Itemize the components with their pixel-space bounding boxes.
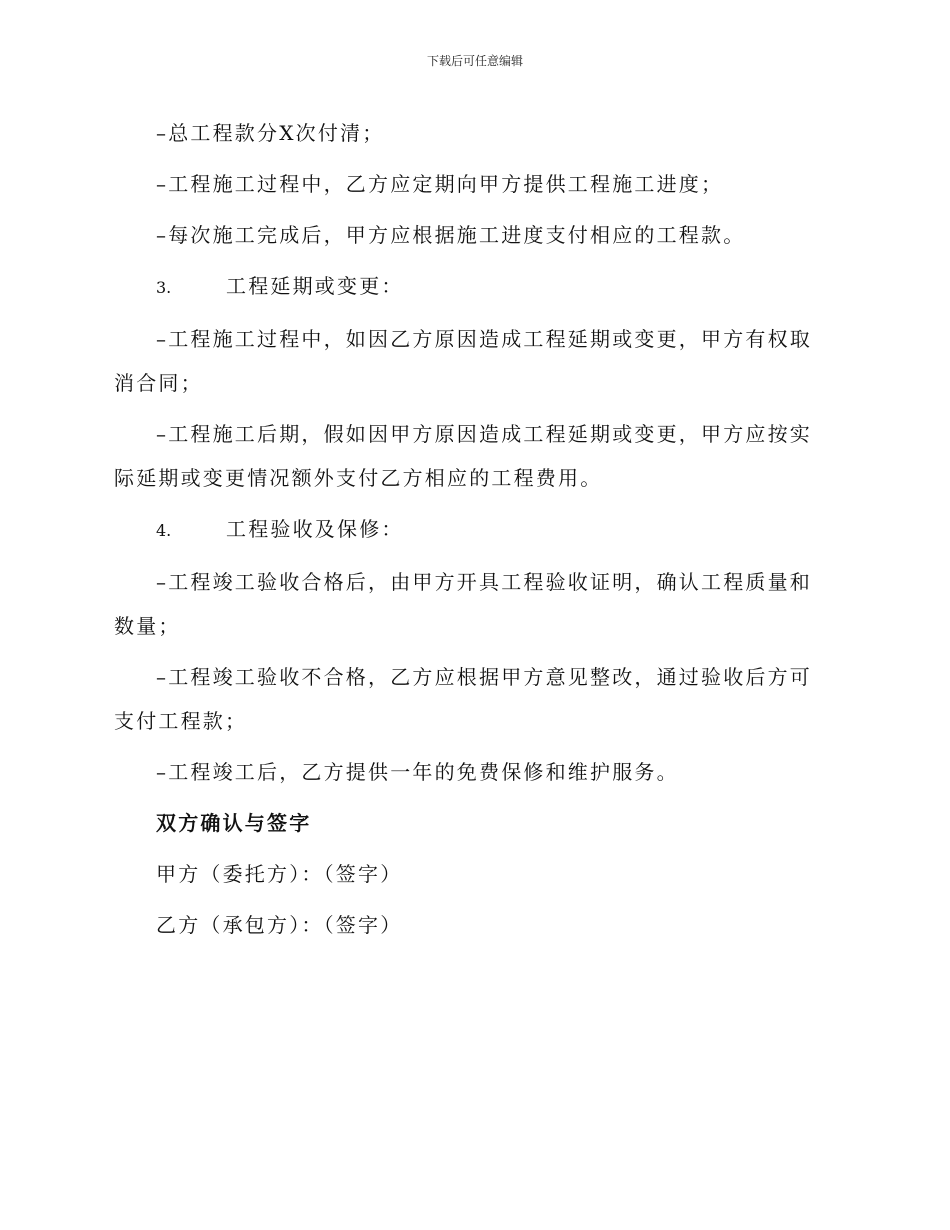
section-3-number: 3.	[156, 278, 172, 297]
page-header: 下载后可任意编辑	[426, 54, 523, 68]
section-4-heading	[114, 507, 826, 553]
confirmation-heading: 双方确认与签字	[156, 811, 312, 835]
delay-clause-1: –工程施工过程中，如因乙方原因造成工程延期或变更，甲方有权取消合同；	[114, 327, 812, 395]
acceptance-clause-3: –工程竣工后，乙方提供一年的免费保修和维护服务。	[156, 760, 679, 784]
delay-clause-2: –工程施工后期，假如因甲方原因造成工程延期或变更，甲方应按实际延期或变更情况额外支付乙方相应的工程费用。	[114, 422, 812, 490]
acceptance-clause-1: –工程竣工验收合格后，由甲方开具工程验收证明，确认工程质量和数量；	[114, 570, 812, 638]
document-body	[114, 111, 826, 954]
acceptance-clause-2: –工程竣工验收不合格，乙方应根据甲方意见整改，通过验收后方可支付工程款；	[114, 665, 812, 733]
section-4-number: 4.	[156, 521, 172, 540]
section-4-title: 工程验收及保修：	[226, 517, 404, 541]
section-3-heading	[114, 264, 826, 310]
payment-clause-3: –每次施工完成后，甲方应根据施工进度支付相应的工程款。	[156, 223, 746, 247]
payment-clause-2: –工程施工过程中，乙方应定期向甲方提供工程施工进度；	[156, 172, 724, 196]
party-a-signature-line: 甲方（委托方）：（签字）	[156, 862, 403, 886]
party-b-signature-line: 乙方（承包方）：（签字）	[156, 913, 403, 937]
payment-clause-1: –总工程款分X次付清；	[156, 121, 385, 145]
section-3-title: 工程延期或变更：	[226, 274, 404, 298]
